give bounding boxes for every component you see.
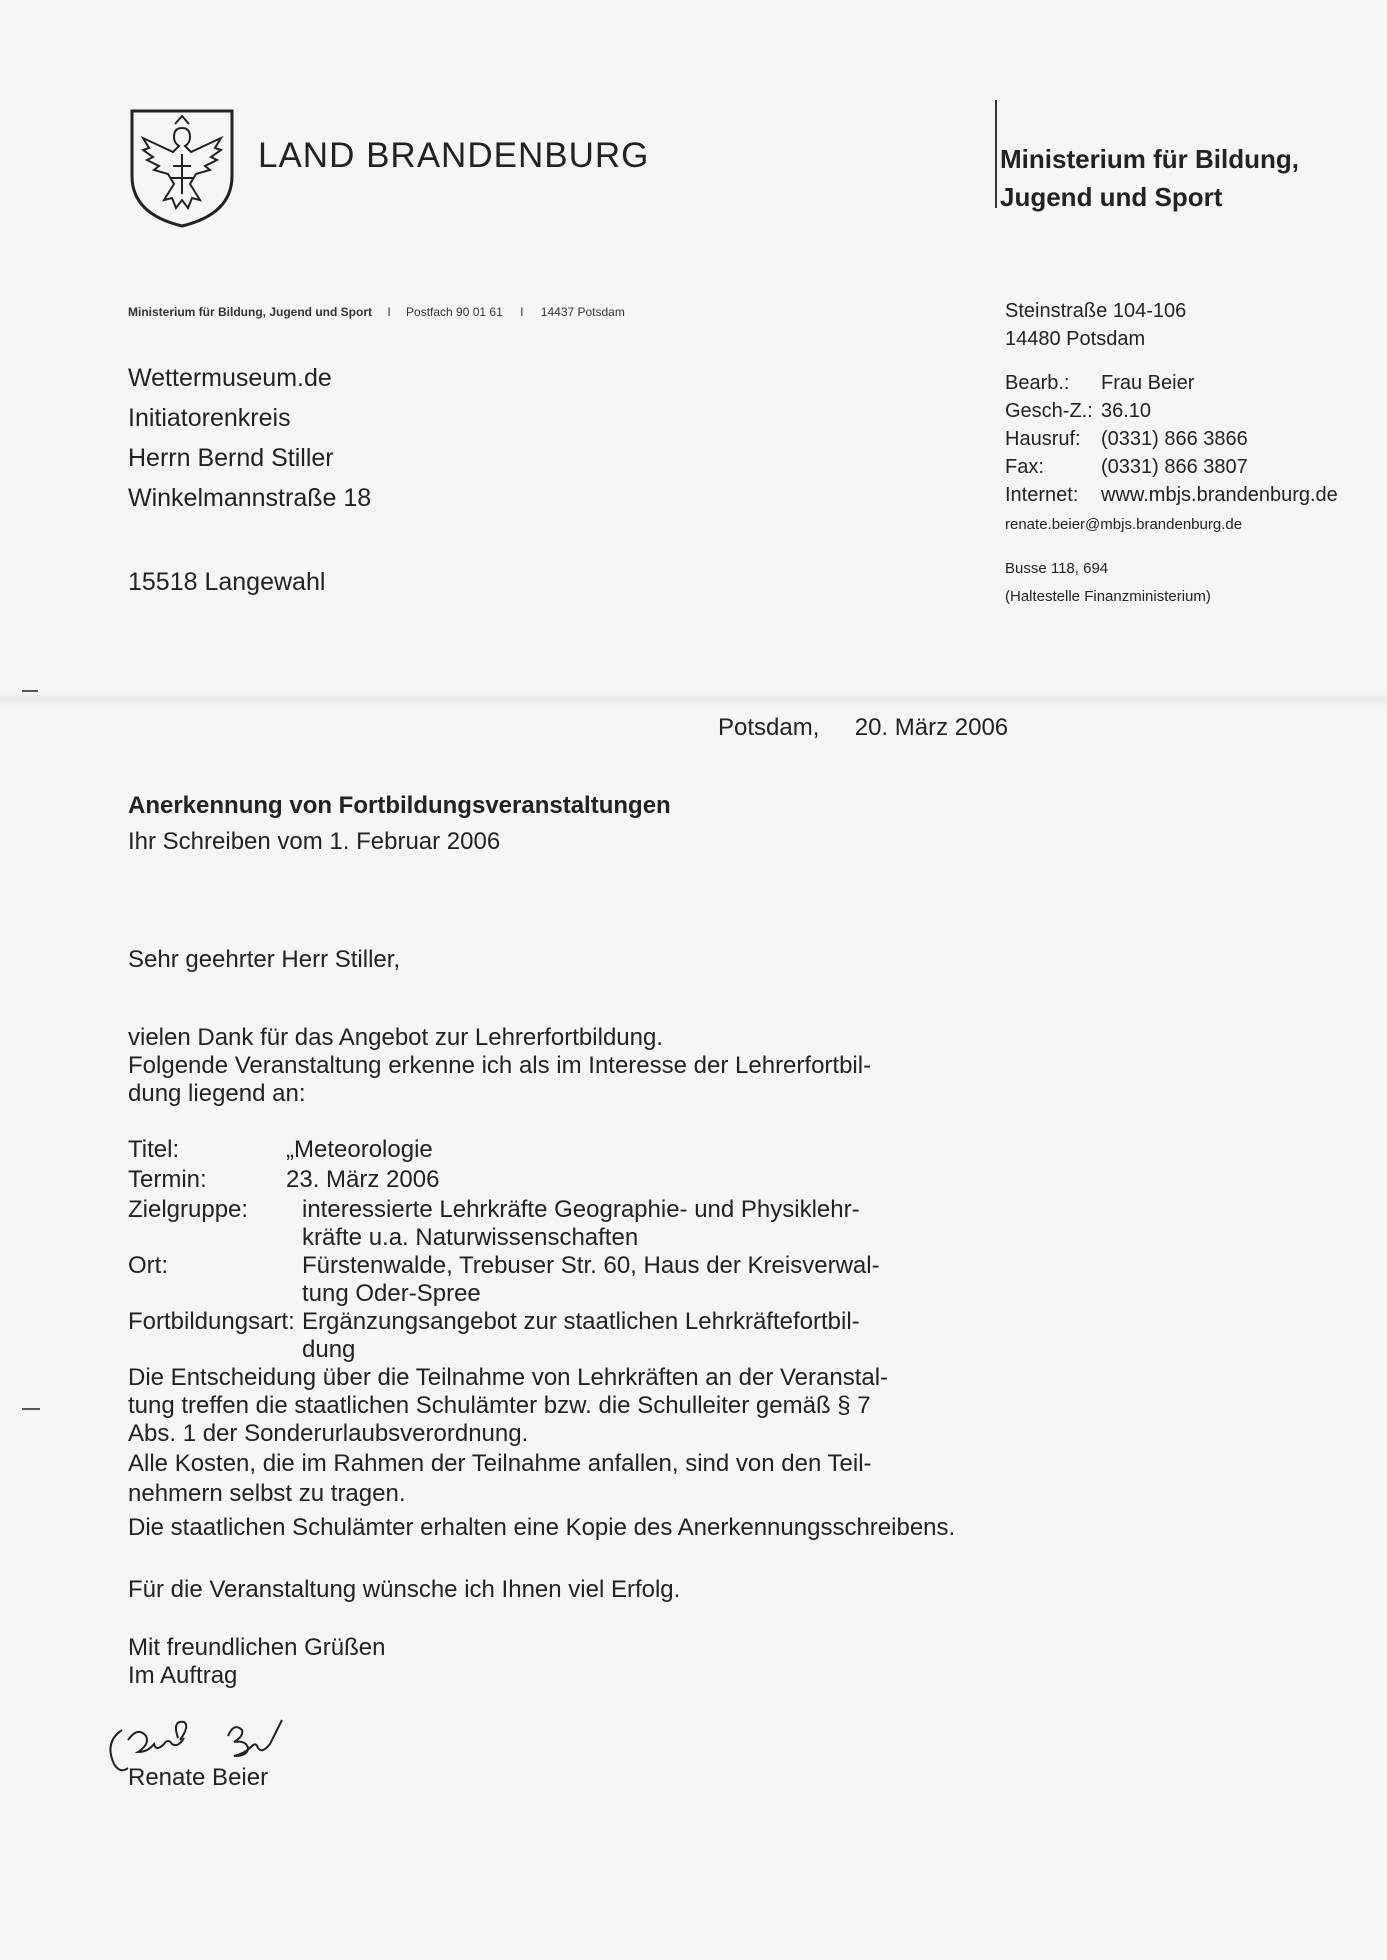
contact-city: 14480 Potsdam: [1005, 328, 1146, 350]
recipient-line4: Winkelmannstraße 18: [128, 484, 372, 512]
paragraph2-line1: Alle Kosten, die im Rahmen der Teilnahme anfallen, sind von den Teil-: [128, 1450, 872, 1477]
titel-value: „Meteorologie: [286, 1136, 433, 1163]
contact-bearb: [1005, 372, 1194, 395]
page-fold-shadow: [0, 690, 1387, 708]
recipient-line1: Wettermuseum.de: [128, 364, 332, 392]
fax-value: (0331) 866 3807: [1101, 456, 1248, 478]
recipient-postcode-city: 15518 Langewahl: [128, 568, 326, 596]
zielgruppe-value-line1: interessierte Lehrkräfte Geographie- und Physiklehr-: [302, 1196, 860, 1223]
closing-greeting: Mit freundlichen Grüßen: [128, 1634, 386, 1661]
gesch-value: 36.10: [1101, 400, 1152, 422]
contact-street: Steinstraße 104-106: [1005, 300, 1187, 322]
contact-stop: (Haltestelle Finanzministerium): [1005, 588, 1211, 605]
salutation: Sehr geehrter Herr Stiller,: [128, 946, 401, 973]
sender-line: [128, 305, 625, 319]
subject-reference: Ihr Schreiben vom 1. Februar 2006: [128, 828, 501, 855]
sender-separator: I: [387, 305, 391, 319]
internet-value: www.mbjs.brandenburg.de: [1101, 484, 1338, 506]
bearb-value: Frau Beier: [1101, 372, 1195, 394]
recipient-line3: Herrn Bernd Stiller: [128, 444, 334, 472]
date-value: 20. März 2006: [854, 714, 1009, 741]
intro-line3: dung liegend an:: [128, 1080, 306, 1107]
paragraph2-line2: nehmern selbst zu tragen.: [128, 1480, 406, 1507]
paragraph1-line2: tung treffen die staatlichen Schulämter bzw. die Schulleiter gemäß § 7: [128, 1392, 871, 1419]
ort-value-line1: Fürstenwalde, Trebuser Str. 60, Haus der Kreisverwal-: [302, 1252, 880, 1279]
fold-mark-top: [22, 690, 38, 692]
paragraph1-line3: Abs. 1 der Sonderurlaubsverordnung.: [128, 1420, 529, 1447]
hausruf-label: Hausruf:: [1005, 428, 1081, 450]
sender-postfach: Postfach 90 01 61: [406, 305, 503, 319]
signer-name: Renate Beier: [128, 1764, 269, 1791]
recipient-line2: Initiatorenkreis: [128, 404, 291, 432]
ort-label: Ort:: [128, 1252, 168, 1279]
zielgruppe-label: Zielgruppe:: [128, 1196, 249, 1223]
letter-date: [718, 714, 1008, 742]
closing-order: Im Auftrag: [128, 1662, 238, 1689]
gesch-label: Gesch-Z.:: [1005, 400, 1093, 422]
paragraph1-line1: Die Entscheidung über die Teilnahme von Lehrkräften an der Veranstal-: [128, 1364, 889, 1391]
letterhead-divider: [995, 100, 997, 208]
contact-email: renate.beier@mbjs.brandenburg.de: [1005, 516, 1243, 533]
paragraph3: Die staatlichen Schulämter erhalten eine Kopie des Anerkennungsschreibens.: [128, 1514, 956, 1541]
fortbildungsart-value-line1: Ergänzungsangebot zur staatlichen Lehrkräftefortbil-: [302, 1308, 860, 1335]
ort-value-line2: tung Oder-Spree: [302, 1280, 481, 1307]
bearb-label: Bearb.:: [1005, 372, 1070, 394]
ministry-name-line1: Ministerium für Bildung,: [1000, 144, 1299, 174]
sender-city: 14437 Potsdam: [540, 305, 625, 319]
zielgruppe-value-line2: kräfte u.a. Naturwissenschaften: [302, 1224, 639, 1251]
fax-label: Fax:: [1005, 456, 1044, 478]
sender-ministry: Ministerium für Bildung, Jugend und Sport: [128, 305, 372, 319]
intro-line1: vielen Dank für das Angebot zur Lehrerfortbildung.: [128, 1024, 663, 1051]
state-name: LAND BRANDENBURG: [258, 136, 650, 175]
contact-bus: Busse 118, 694: [1005, 560, 1109, 577]
brandenburg-eagle-crest-icon: [127, 106, 237, 230]
date-place: Potsdam,: [718, 714, 820, 741]
termin-value: 23. März 2006: [286, 1166, 440, 1193]
fortbildungsart-label: Fortbildungsart:: [128, 1308, 295, 1335]
contact-fax: [1005, 456, 1248, 479]
fortbildungsart-value-line2: dung: [302, 1336, 356, 1363]
paragraph4: Für die Veranstaltung wünsche ich Ihnen viel Erfolg.: [128, 1576, 681, 1603]
hausruf-value: (0331) 866 3866: [1101, 428, 1248, 450]
contact-internet: [1005, 484, 1338, 507]
sender-separator: I: [520, 305, 524, 319]
intro-line2: Folgende Veranstaltung erkenne ich als im Interesse der Lehrerfortbil-: [128, 1052, 872, 1079]
ministry-name-line2: Jugend und Sport: [1000, 182, 1223, 212]
contact-gesch: [1005, 400, 1151, 423]
fold-mark-bottom: [22, 1408, 40, 1410]
contact-hausruf: [1005, 428, 1248, 451]
internet-label: Internet:: [1005, 484, 1079, 506]
termin-label: Termin:: [128, 1166, 207, 1193]
titel-label: Titel:: [128, 1136, 180, 1163]
subject-title: Anerkennung von Fortbildungsveranstaltungen: [128, 792, 671, 819]
